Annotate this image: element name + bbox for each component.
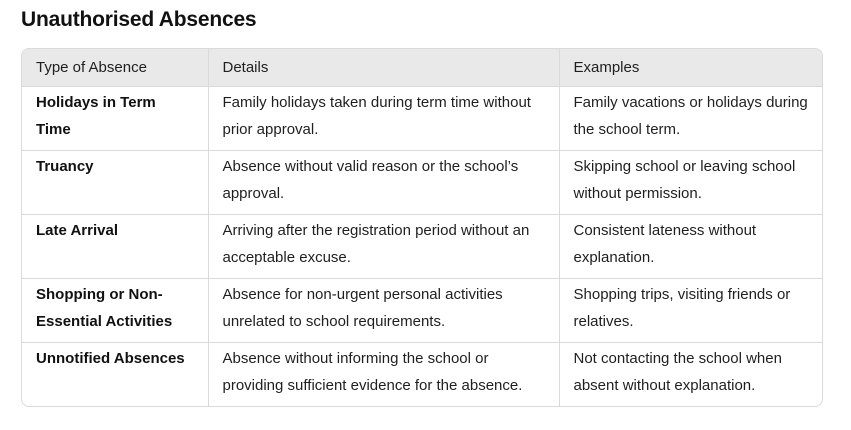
cell-examples-text: Family vacations or holidays during the school term. (573, 93, 808, 138)
table-row (22, 214, 822, 278)
cell-details-text: Family holidays taken during term time without prior approval. (222, 93, 531, 138)
absences-table-container (21, 48, 823, 407)
cell-type (22, 342, 208, 406)
cell-details (208, 86, 559, 150)
cell-details (208, 278, 559, 342)
column-header-details: Details (208, 49, 559, 86)
cell-examples-text: Consistent lateness without explanation. (573, 221, 757, 266)
cell-details (208, 150, 559, 214)
cell-examples (559, 214, 822, 278)
absences-table (22, 49, 822, 406)
table-row (22, 278, 822, 342)
cell-examples-text: Skipping school or leaving school without permission. (573, 157, 796, 202)
cell-examples-text: Shopping trips, visiting friends or relatives. (573, 285, 791, 330)
table-header-row (22, 49, 822, 86)
table-row (22, 150, 822, 214)
cell-type-text: Truancy (36, 157, 94, 175)
cell-type (22, 86, 208, 150)
cell-examples-text: Not contacting the school when absent without explanation. (573, 349, 782, 394)
column-header-examples: Examples (559, 49, 822, 86)
cell-examples (559, 278, 822, 342)
cell-details (208, 214, 559, 278)
cell-details (208, 342, 559, 406)
cell-details-text: Arriving after the registration period without an acceptable excuse. (222, 221, 530, 266)
cell-type-text: Unnotified Absences (36, 349, 185, 367)
cell-type-text: Holidays in Term Time (36, 93, 156, 138)
table-row (22, 86, 822, 150)
page-title: Unauthorised Absences (21, 8, 257, 31)
cell-type (22, 278, 208, 342)
cell-examples (559, 342, 822, 406)
cell-type (22, 150, 208, 214)
cell-examples (559, 150, 822, 214)
cell-details-text: Absence without informing the school or providing sufficient evidence for the absence. (222, 349, 523, 394)
cell-details-text: Absence without valid reason or the school’s approval. (222, 157, 519, 202)
cell-details-text: Absence for non-urgent personal activities unrelated to school requirements. (222, 285, 503, 330)
cell-type-text: Late Arrival (36, 221, 118, 239)
cell-examples (559, 86, 822, 150)
cell-type-text: Shopping or Non-Essential Activities (36, 285, 173, 330)
column-header-type: Type of Absence (22, 49, 208, 86)
table-row (22, 342, 822, 406)
cell-type (22, 214, 208, 278)
